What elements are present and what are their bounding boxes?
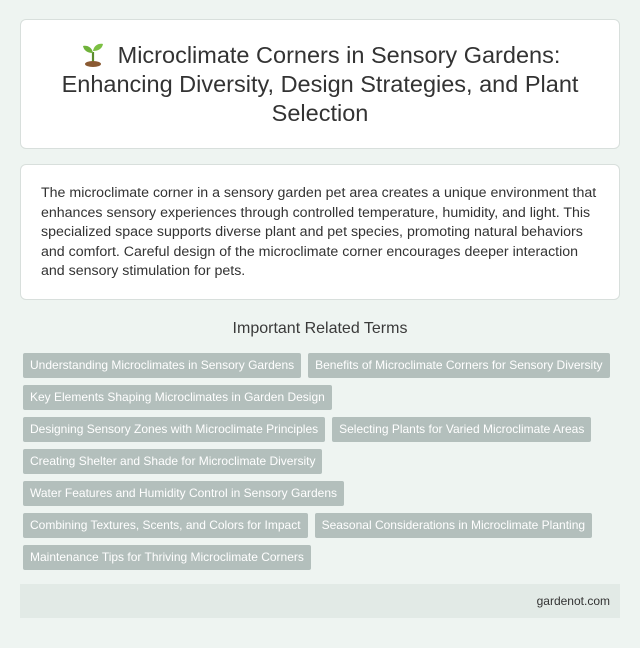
- tag-row: [23, 353, 623, 378]
- related-term-tag[interactable]: Understanding Microclimates in Sensory Gardens: [23, 353, 301, 378]
- related-term-tag[interactable]: Selecting Plants for Varied Microclimate Areas: [332, 417, 591, 442]
- tag-row: [23, 385, 623, 410]
- related-term-tag[interactable]: Creating Shelter and Shade for Microclimate Diversity: [23, 449, 322, 474]
- related-term-tag[interactable]: Benefits of Microclimate Corners for Sensory Diversity: [308, 353, 609, 378]
- related-term-tag[interactable]: Key Elements Shaping Microclimates in Garden Design: [23, 385, 332, 410]
- page-title: [47, 41, 593, 128]
- related-terms-list: [23, 353, 623, 577]
- sprout-icon: [80, 41, 106, 67]
- related-term-tag[interactable]: Maintenance Tips for Thriving Microclimate Corners: [23, 545, 311, 570]
- title-card: [20, 19, 620, 149]
- page-title-text: Microclimate Corners in Sensory Gardens: Enhancing Diversity, Design Strategies, and Plant Selection: [61, 41, 579, 126]
- intro-card: [20, 164, 620, 300]
- footer-site-link[interactable]: gardenot.com: [536, 594, 610, 608]
- footer: [20, 584, 620, 618]
- tag-row: [23, 449, 623, 474]
- tag-row: [23, 545, 623, 570]
- related-term-tag[interactable]: Designing Sensory Zones with Microclimate Principles: [23, 417, 325, 442]
- tag-row: [23, 417, 623, 442]
- related-term-tag[interactable]: Seasonal Considerations in Microclimate Planting: [315, 513, 592, 538]
- related-term-tag[interactable]: Water Features and Humidity Control in Sensory Gardens: [23, 481, 344, 506]
- related-terms-heading: Important Related Terms: [232, 320, 408, 337]
- tag-row: [23, 513, 623, 538]
- related-term-tag[interactable]: Combining Textures, Scents, and Colors for Impact: [23, 513, 308, 538]
- tag-row: [23, 481, 623, 506]
- intro-paragraph: The microclimate corner in a sensory garden pet area creates a unique environment that enhances sensory experiences through controlled temperature, humidity, and light. This specialized space supports diverse plant and pet species, promoting natural behaviors and comfort. Careful design of the microclimate corner encourages deeper interaction and sensory stimulation for pets.: [41, 185, 597, 279]
